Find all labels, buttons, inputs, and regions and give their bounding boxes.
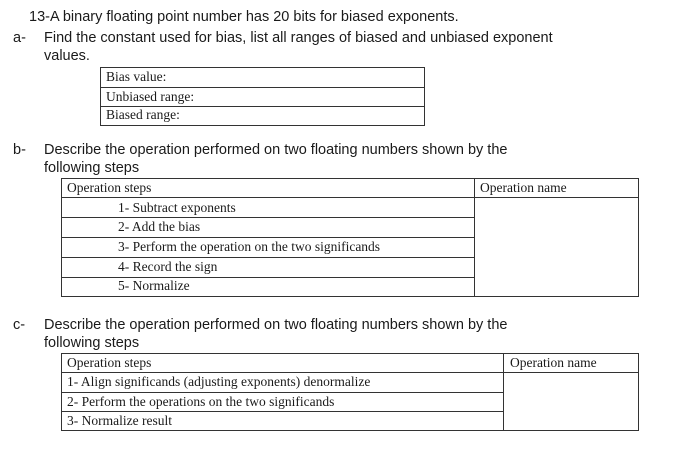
- part-c-marker: c-: [13, 317, 26, 333]
- header-operation-name: Operation name: [480, 180, 567, 195]
- biased-range-label: Biased range:: [106, 107, 180, 122]
- part-c-line2: following steps: [44, 335, 140, 351]
- part-b-line2: following steps: [44, 160, 140, 176]
- header-operation-steps: Operation steps: [67, 180, 152, 195]
- bias-value-label: Bias value:: [106, 69, 167, 84]
- divider: [61, 430, 639, 431]
- unbiased-range-label: Unbiased range:: [106, 89, 195, 104]
- step-row: 2- Add the bias: [118, 219, 201, 234]
- header-operation-steps: Operation steps: [67, 355, 152, 370]
- divider: [61, 296, 639, 297]
- step-row: 1- Subtract exponents: [118, 200, 236, 215]
- step-row: 3- Normalize result: [67, 413, 172, 428]
- question-title: 13-A binary floating point number has 20 bits for biased exponents.: [29, 9, 459, 25]
- part-a-line1: Find the constant used for bias, list all ranges of biased and unbiased exponent: [44, 30, 553, 46]
- bias-table: [100, 67, 425, 126]
- divider: [503, 372, 639, 373]
- header-operation-name: Operation name: [510, 355, 597, 370]
- divider: [474, 197, 639, 198]
- divider: [638, 178, 639, 297]
- step-row: 1- Align significands (adjusting exponents) denormalize: [67, 374, 371, 389]
- step-row: 5- Normalize: [118, 278, 190, 293]
- step-row: 4- Record the sign: [118, 259, 218, 274]
- divider: [474, 178, 475, 297]
- step-row: 2- Perform the operations on the two significands: [67, 394, 335, 409]
- part-a-marker: a-: [13, 30, 26, 46]
- part-b-marker: b-: [13, 142, 26, 158]
- divider: [61, 197, 474, 198]
- part-b-line1: Describe the operation performed on two floating numbers shown by the: [44, 142, 508, 158]
- divider: [638, 353, 639, 431]
- part-c-line1: Describe the operation performed on two floating numbers shown by the: [44, 317, 508, 333]
- divider: [503, 353, 504, 431]
- part-a-line2: values.: [44, 48, 90, 64]
- step-row: 3- Perform the operation on the two significands: [118, 239, 381, 254]
